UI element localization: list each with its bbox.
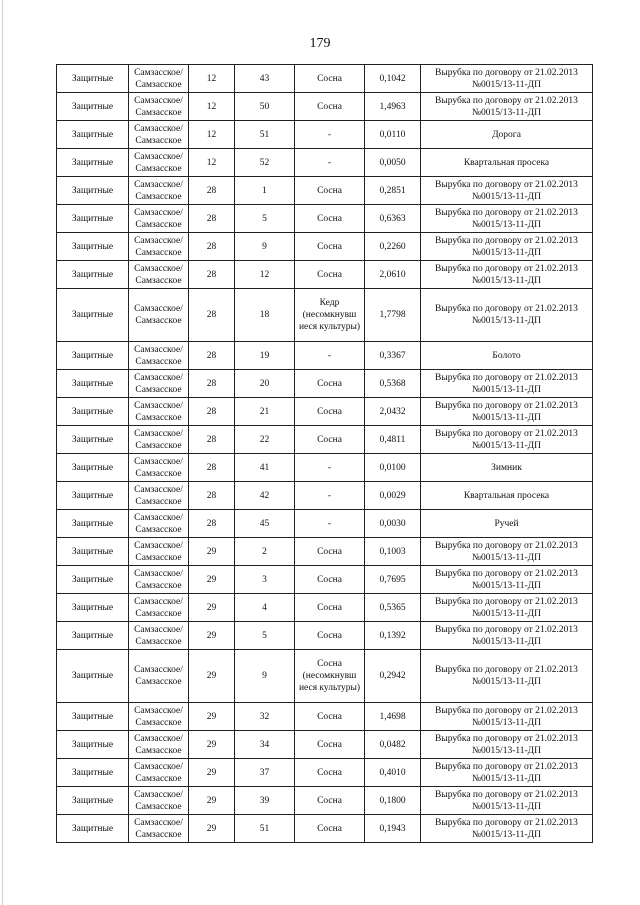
cell-category: Защитные	[57, 65, 129, 93]
table-row	[57, 289, 593, 342]
cell-note: Болото	[421, 342, 593, 370]
table-row	[57, 426, 593, 454]
cell-quarter: 12	[189, 93, 235, 121]
cell-forestry: Самзасское/ Самзасское	[129, 759, 189, 787]
cell-note: Вырубка по договору от 21.02.2013 №0015/13-11-ДП	[421, 398, 593, 426]
scan-edge-line	[2, 0, 3, 905]
cell-forestry: Самзасское/ Самзасское	[129, 398, 189, 426]
cell-forestry: Самзасское/ Самзасское	[129, 538, 189, 566]
cell-quarter: 28	[189, 261, 235, 289]
cell-quarter: 28	[189, 454, 235, 482]
cell-species: -	[295, 149, 365, 177]
cell-category: Защитные	[57, 289, 129, 342]
cell-quarter: 29	[189, 538, 235, 566]
cell-section: 19	[235, 342, 295, 370]
cell-section: 1	[235, 177, 295, 205]
cell-note: Вырубка по договору от 21.02.2013 №0015/13-11-ДП	[421, 703, 593, 731]
cell-quarter: 28	[189, 510, 235, 538]
table-row	[57, 510, 593, 538]
cell-species: Сосна	[295, 759, 365, 787]
cell-category: Защитные	[57, 622, 129, 650]
cell-quarter: 28	[189, 289, 235, 342]
cell-section: 22	[235, 426, 295, 454]
cell-species: Сосна	[295, 731, 365, 759]
cell-forestry: Самзасское/ Самзасское	[129, 787, 189, 815]
table-row	[57, 594, 593, 622]
cell-section: 2	[235, 538, 295, 566]
cell-forestry: Самзасское/ Самзасское	[129, 454, 189, 482]
cell-species: Кедр (несомкнувш иеся культуры)	[295, 289, 365, 342]
cell-note: Вырубка по договору от 21.02.2013 №0015/13-11-ДП	[421, 289, 593, 342]
cell-species: Сосна	[295, 205, 365, 233]
cell-forestry: Самзасское/ Самзасское	[129, 815, 189, 843]
cell-species: Сосна (несомкнувш иеся культуры)	[295, 650, 365, 703]
cell-category: Защитные	[57, 650, 129, 703]
page-number: 179	[309, 36, 331, 51]
table-row	[57, 566, 593, 594]
cell-category: Защитные	[57, 538, 129, 566]
cell-area: 0,4811	[365, 426, 421, 454]
cell-area: 0,1003	[365, 538, 421, 566]
table-row	[57, 454, 593, 482]
cell-quarter: 12	[189, 149, 235, 177]
cell-section: 39	[235, 787, 295, 815]
table-row	[57, 787, 593, 815]
cell-forestry: Самзасское/ Самзасское	[129, 510, 189, 538]
cell-section: 5	[235, 205, 295, 233]
cell-species: Сосна	[295, 538, 365, 566]
cell-section: 9	[235, 650, 295, 703]
cell-category: Защитные	[57, 566, 129, 594]
table-row	[57, 622, 593, 650]
cell-note: Вырубка по договору от 21.02.2013 №0015/13-11-ДП	[421, 815, 593, 843]
cell-species: Сосна	[295, 177, 365, 205]
cell-category: Защитные	[57, 815, 129, 843]
cell-forestry: Самзасское/ Самзасское	[129, 149, 189, 177]
cell-species: Сосна	[295, 65, 365, 93]
cell-quarter: 29	[189, 566, 235, 594]
cell-note: Ручей	[421, 510, 593, 538]
cell-note: Вырубка по договору от 21.02.2013 №0015/13-11-ДП	[421, 538, 593, 566]
cell-forestry: Самзасское/ Самзасское	[129, 289, 189, 342]
table-body	[57, 65, 593, 843]
cell-area: 0,2260	[365, 233, 421, 261]
cell-forestry: Самзасское/ Самзасское	[129, 566, 189, 594]
cell-species: Сосна	[295, 398, 365, 426]
table-row	[57, 482, 593, 510]
cell-species: -	[295, 454, 365, 482]
cell-species: Сосна	[295, 93, 365, 121]
cell-category: Защитные	[57, 510, 129, 538]
cell-area: 0,2942	[365, 650, 421, 703]
cell-species: Сосна	[295, 233, 365, 261]
table-row	[57, 370, 593, 398]
cell-forestry: Самзасское/ Самзасское	[129, 121, 189, 149]
cell-forestry: Самзасское/ Самзасское	[129, 65, 189, 93]
cell-species: Сосна	[295, 622, 365, 650]
cell-species: Сосна	[295, 426, 365, 454]
cell-species: Сосна	[295, 261, 365, 289]
cell-note: Вырубка по договору от 21.02.2013 №0015/13-11-ДП	[421, 759, 593, 787]
cell-category: Защитные	[57, 703, 129, 731]
cell-category: Защитные	[57, 759, 129, 787]
cell-section: 43	[235, 65, 295, 93]
cell-section: 4	[235, 594, 295, 622]
table-row	[57, 342, 593, 370]
cell-note: Вырубка по договору от 21.02.2013 №0015/13-11-ДП	[421, 566, 593, 594]
cell-area: 0,0029	[365, 482, 421, 510]
cell-category: Защитные	[57, 426, 129, 454]
cell-forestry: Самзасское/ Самзасское	[129, 261, 189, 289]
table-row	[57, 731, 593, 759]
cell-quarter: 29	[189, 622, 235, 650]
cell-note: Вырубка по договору от 21.02.2013 №0015/13-11-ДП	[421, 233, 593, 261]
cell-category: Защитные	[57, 342, 129, 370]
cell-category: Защитные	[57, 787, 129, 815]
cell-section: 52	[235, 149, 295, 177]
cell-quarter: 29	[189, 594, 235, 622]
cell-forestry: Самзасское/ Самзасское	[129, 177, 189, 205]
cell-category: Защитные	[57, 93, 129, 121]
table-row	[57, 759, 593, 787]
cell-category: Защитные	[57, 177, 129, 205]
cell-area: 0,1042	[365, 65, 421, 93]
cell-forestry: Самзасское/ Самзасское	[129, 622, 189, 650]
cell-forestry: Самзасское/ Самзасское	[129, 342, 189, 370]
cell-quarter: 28	[189, 426, 235, 454]
cell-species: Сосна	[295, 815, 365, 843]
cell-section: 12	[235, 261, 295, 289]
cell-note: Вырубка по договору от 21.02.2013 №0015/13-11-ДП	[421, 787, 593, 815]
cell-forestry: Самзасское/ Самзасское	[129, 426, 189, 454]
table-row	[57, 205, 593, 233]
cell-section: 3	[235, 566, 295, 594]
cell-area: 0,3367	[365, 342, 421, 370]
cell-quarter: 29	[189, 703, 235, 731]
cell-area: 0,1943	[365, 815, 421, 843]
cell-forestry: Самзасское/ Самзасское	[129, 650, 189, 703]
table-row	[57, 121, 593, 149]
table-row	[57, 650, 593, 703]
cell-category: Защитные	[57, 370, 129, 398]
cell-category: Защитные	[57, 233, 129, 261]
cell-area: 0,1800	[365, 787, 421, 815]
cell-quarter: 29	[189, 787, 235, 815]
cell-section: 9	[235, 233, 295, 261]
cell-species: -	[295, 121, 365, 149]
cell-area: 0,7695	[365, 566, 421, 594]
cell-area: 0,0110	[365, 121, 421, 149]
cell-category: Защитные	[57, 594, 129, 622]
cell-quarter: 29	[189, 731, 235, 759]
cell-quarter: 29	[189, 650, 235, 703]
cell-note: Зимник	[421, 454, 593, 482]
cell-section: 41	[235, 454, 295, 482]
table-row	[57, 149, 593, 177]
cell-category: Защитные	[57, 149, 129, 177]
forest-plots-table	[56, 64, 593, 843]
cell-area: 0,0050	[365, 149, 421, 177]
table-row	[57, 233, 593, 261]
cell-quarter: 28	[189, 177, 235, 205]
cell-area: 1,4698	[365, 703, 421, 731]
cell-area: 0,0482	[365, 731, 421, 759]
cell-section: 37	[235, 759, 295, 787]
table-row	[57, 93, 593, 121]
cell-note: Вырубка по договору от 21.02.2013 №0015/13-11-ДП	[421, 594, 593, 622]
cell-category: Защитные	[57, 121, 129, 149]
cell-species: -	[295, 482, 365, 510]
cell-category: Защитные	[57, 454, 129, 482]
cell-area: 0,1392	[365, 622, 421, 650]
cell-area: 0,0030	[365, 510, 421, 538]
cell-note: Вырубка по договору от 21.02.2013 №0015/13-11-ДП	[421, 177, 593, 205]
cell-forestry: Самзасское/ Самзасское	[129, 482, 189, 510]
cell-area: 0,4010	[365, 759, 421, 787]
cell-forestry: Самзасское/ Самзасское	[129, 233, 189, 261]
table-row	[57, 703, 593, 731]
cell-quarter: 28	[189, 205, 235, 233]
cell-species: Сосна	[295, 787, 365, 815]
cell-area: 0,2851	[365, 177, 421, 205]
cell-area: 1,4963	[365, 93, 421, 121]
cell-forestry: Самзасское/ Самзасское	[129, 370, 189, 398]
cell-quarter: 12	[189, 65, 235, 93]
cell-area: 1,7798	[365, 289, 421, 342]
cell-note: Вырубка по договору от 21.02.2013 №0015/13-11-ДП	[421, 370, 593, 398]
cell-species: -	[295, 342, 365, 370]
cell-category: Защитные	[57, 482, 129, 510]
cell-species: Сосна	[295, 594, 365, 622]
cell-note: Дорога	[421, 121, 593, 149]
cell-forestry: Самзасское/ Самзасское	[129, 205, 189, 233]
cell-section: 18	[235, 289, 295, 342]
cell-section: 45	[235, 510, 295, 538]
cell-quarter: 29	[189, 759, 235, 787]
cell-area: 0,0100	[365, 454, 421, 482]
cell-note: Вырубка по договору от 21.02.2013 №0015/13-11-ДП	[421, 205, 593, 233]
cell-area: 0,5368	[365, 370, 421, 398]
cell-section: 21	[235, 398, 295, 426]
cell-note: Вырубка по договору от 21.02.2013 №0015/13-11-ДП	[421, 65, 593, 93]
cell-note: Вырубка по договору от 21.02.2013 №0015/13-11-ДП	[421, 426, 593, 454]
cell-section: 51	[235, 815, 295, 843]
cell-section: 32	[235, 703, 295, 731]
cell-quarter: 28	[189, 342, 235, 370]
cell-quarter: 28	[189, 482, 235, 510]
cell-section: 34	[235, 731, 295, 759]
cell-quarter: 28	[189, 370, 235, 398]
cell-area: 0,5365	[365, 594, 421, 622]
cell-category: Защитные	[57, 398, 129, 426]
table-row	[57, 538, 593, 566]
cell-species: Сосна	[295, 566, 365, 594]
cell-area: 2,0432	[365, 398, 421, 426]
cell-quarter: 29	[189, 815, 235, 843]
cell-quarter: 12	[189, 121, 235, 149]
table-row	[57, 65, 593, 93]
cell-note: Квартальная просека	[421, 149, 593, 177]
cell-note: Вырубка по договору от 21.02.2013 №0015/13-11-ДП	[421, 622, 593, 650]
cell-section: 20	[235, 370, 295, 398]
table-row	[57, 261, 593, 289]
cell-quarter: 28	[189, 233, 235, 261]
cell-note: Вырубка по договору от 21.02.2013 №0015/13-11-ДП	[421, 731, 593, 759]
cell-species: Сосна	[295, 370, 365, 398]
cell-area: 2,0610	[365, 261, 421, 289]
cell-note: Квартальная просека	[421, 482, 593, 510]
cell-section: 51	[235, 121, 295, 149]
cell-note: Вырубка по договору от 21.02.2013 №0015/13-11-ДП	[421, 650, 593, 703]
cell-forestry: Самзасское/ Самзасское	[129, 703, 189, 731]
cell-note: Вырубка по договору от 21.02.2013 №0015/13-11-ДП	[421, 261, 593, 289]
cell-section: 5	[235, 622, 295, 650]
table-row	[57, 815, 593, 843]
cell-category: Защитные	[57, 261, 129, 289]
cell-note: Вырубка по договору от 21.02.2013 №0015/13-11-ДП	[421, 93, 593, 121]
cell-species: -	[295, 510, 365, 538]
table-row	[57, 177, 593, 205]
cell-category: Защитные	[57, 731, 129, 759]
cell-section: 42	[235, 482, 295, 510]
cell-category: Защитные	[57, 205, 129, 233]
table-row	[57, 398, 593, 426]
cell-species: Сосна	[295, 703, 365, 731]
cell-forestry: Самзасское/ Самзасское	[129, 594, 189, 622]
cell-forestry: Самзасское/ Самзасское	[129, 731, 189, 759]
cell-forestry: Самзасское/ Самзасское	[129, 93, 189, 121]
cell-section: 50	[235, 93, 295, 121]
cell-area: 0,6363	[365, 205, 421, 233]
cell-quarter: 28	[189, 398, 235, 426]
